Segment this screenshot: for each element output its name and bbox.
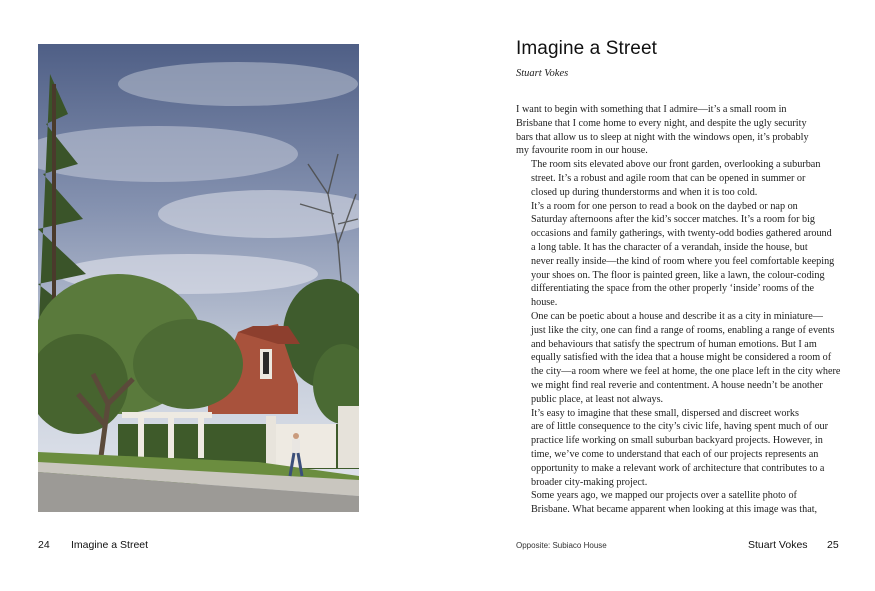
- paragraph: It’s a room for one person to read a book on the daybed or nap on Saturday afternoons after the kid’s soccer matches. It’s a room for big occasions and family gatherings, with twenty-odd bodies gathered around a long table. It has the character of a verandah, inside the house, but never really inside—the kind of room where you feel comfortable keeping your shoes on. The floor is painted green, like a lawn, the colour-coding differentiating the space from the other properly ‘inside’ rooms of the house.: [531, 200, 835, 309]
- left-page-number: 24: [38, 539, 50, 551]
- right-running-author: Stuart Vokes: [748, 539, 808, 551]
- street-photo: [38, 44, 359, 512]
- paragraph: One can be poetic about a house and describe it as a city in miniature— just like the city, one can find a range of rooms, enabling a range of events and behaviours that satisfy the spectrum of human emotions. But I am equally satisfied with the idea that a house might be considered a room of the city—a room where we feel at home, the one place left in the city where we might find real reverie and contentment. A house needn’t be another public place, at least not always.: [531, 310, 841, 405]
- paragraph: Some years ago, we mapped our projects over a satellite photo of Brisbane. What became apparent when looking at this image was that,: [531, 490, 818, 516]
- article-body: [516, 103, 842, 517]
- article-title: Imagine a Street: [516, 38, 658, 59]
- paragraph: I want to begin with something that I admire—it’s a small room in Brisbane that I come home to every night, and despite the ugly security bars that allow us to sleep at night with the windows open, it’s probably my favourite room in our house.: [516, 104, 809, 157]
- right-page-number: 25: [827, 539, 839, 551]
- photo-caption: Opposite: Subiaco House: [516, 541, 607, 550]
- left-running-title: Imagine a Street: [71, 539, 149, 551]
- article-author: Stuart Vokes: [516, 68, 569, 79]
- paragraph: It’s easy to imagine that these small, dispersed and discreet works are of little consequence to the city’s civic life, having spent much of our practice life working on small suburban backyard projects. However, in time, we’ve come to understand that each of our projects represents an opportunity to make a relevant work of architecture that contributes to a broader city-making project.: [531, 407, 829, 488]
- paragraph: The room sits elevated above our front garden, overlooking a suburban street. It’s a robust and agile room that can be opened in summer or closed up during thunderstorms and when it is too cold.: [531, 159, 821, 198]
